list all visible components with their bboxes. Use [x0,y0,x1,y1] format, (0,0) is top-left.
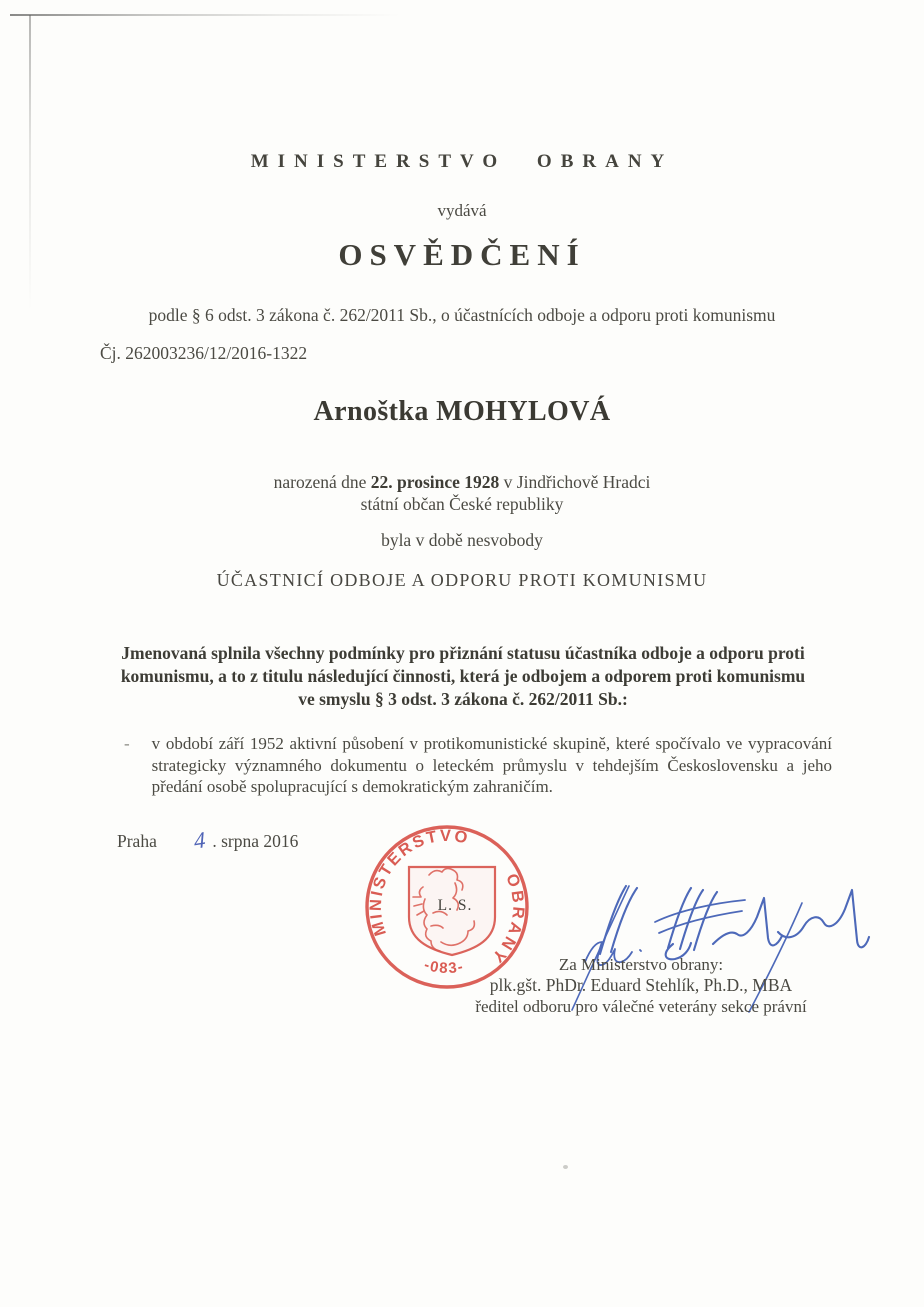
handwritten-day: 4 [192,827,207,854]
status-intro: byla v době nesvobody [381,530,543,550]
recipient-name: Arnoštka MOHYLOVÁ [313,396,611,427]
issues-label: vydává [437,201,487,220]
signature-block [450,954,832,1017]
issue-place: Praha [117,831,157,851]
birth-date: 22. prosince 1928 [370,472,500,492]
scan-artifact-speck [563,1165,568,1169]
stamp-seal-abbr: L. S. [437,897,473,914]
reference-number: Čj. 262003236/12/2016-1322 [100,343,308,363]
activity-item [124,733,832,798]
stamp-arc-text-left: MINISTERSTVO [366,826,472,938]
stamp-arc-text-bottom: -083- [421,956,466,978]
birth-line [0,472,924,493]
activity-text: v období září 1952 aktivní působení v protikomunistické skupině, které spočívalo ve vypracování strategicky významného dokumentu o leteckém průmyslu v tehdejším Československu a jeho předání osobě spolupracující s demokratickým zahraničím. [151,734,832,796]
document-title: OSVĚDČENÍ [338,237,586,272]
ministry-name: MINISTERSTVO OBRANY [250,151,674,172]
signer-role: ředitel odboru pro válečné veterány sekce právní [475,997,807,1016]
stamp-arc-text-right: OBRANY [486,871,528,968]
status-title: ÚČASTNICÍ ODBOJE A ODPORU PROTI KOMUNISMU [216,570,708,590]
on-behalf-line: Za Ministerstvo obrany: [558,955,724,974]
scan-artifact-top-line [10,14,400,16]
citizenship-line: státní občan České republiky [360,494,564,514]
birth-prefix: narozená dne [273,472,367,492]
legal-basis: podle § 6 odst. 3 zákona č. 262/2011 Sb., o účastnících odboje a odporu proti komunismu [148,305,776,325]
issue-date-rest: . srpna 2016 [212,831,299,851]
issue-date-line [117,827,298,853]
justification-paragraph: Jmenovaná splnila všechny podmínky pro přiznání statusu účastníka odboje a odporu proti komunismu, a to z titulu následující činnosti, která je odbojem a odporem proti komunismu ve smyslu § 3 odst. 3 zákona č. 262/2011 Sb.: [120,643,806,709]
activity-dash: - [124,734,130,753]
signer-name: plk.gšt. PhDr. Eduard Stehlík, Ph.D., MBA [489,975,793,995]
birth-place: v Jindřichově Hradci [503,472,651,492]
